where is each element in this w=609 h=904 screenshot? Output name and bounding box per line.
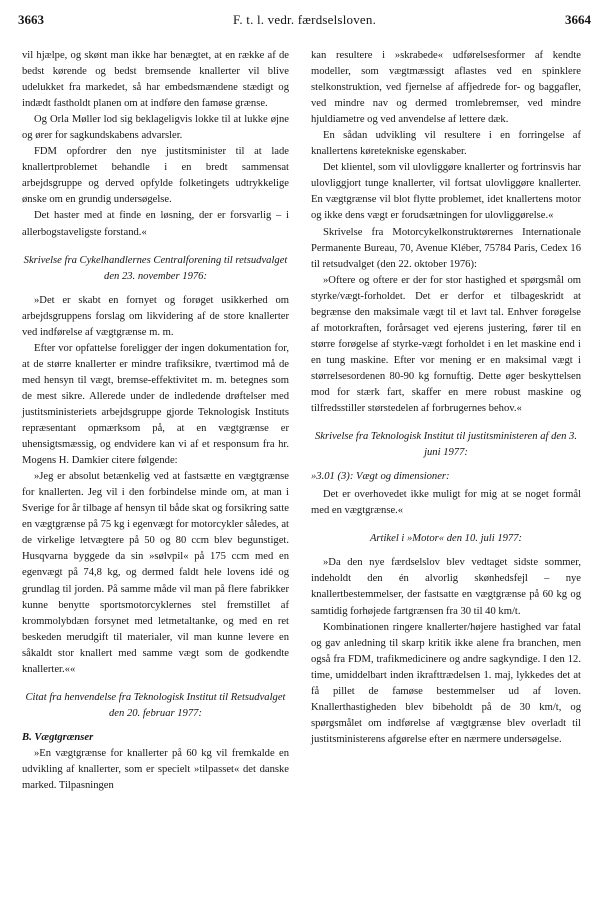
paragraph: vil hjælpe, og skønt man ikke har benægtet, at en række af de bedst kørende og bedst bremsende knallerter vil blive udelukket fra markedet, så har embedsmændene stædigt og indædt fastholdt planen om at indføre den famøse grænse. (22, 50, 289, 110)
paragraph: Skrivelse fra Motorcykelkonstruktørernes Internationale Permanente Bureau, 70, Avenue Kléber, 75784 Paris, Cedex 16 til retsudvalget (den 22. oktober 1976): (311, 226, 581, 270)
paragraph: Kombinationen ringere knallerter/højere hastighed var fatal og gav anledning til skarp kritik ikke alene fra branchen, men også fra FDM, trafikmedicinere og andre sagkyndige. I den 12. time, umiddelbart inden ikrafttrædelsen 1. maj, lykkedes det at få pillet de famøse bestemmelser ud af loven. Knallerthastigheden blev bibeholdt på de 30 km/t, og spørgsmålet om indførelse af vægtgrænse blev overladt til justitsministerens afgørelse efter en nærmere undersøgelse. (311, 621, 581, 745)
paragraph: Det klientel, som vil ulovliggøre knallerter og fortrinsvis har ulovliggjort tunge knallerter, vil fortsat ulovliggøre knallerter. En vægtgrænse vil blot flytte problemet, idet knallertens motor og ikke dens vægt er forudsætningen for ulovliggørelse.« (311, 162, 581, 222)
paragraph: »Det er skabt en fornyet og forøget usikkerhed om arbejdsgruppens forslag om likvidering af de store knallerter ved indførelse af vægtgrænse m. m. (22, 294, 289, 338)
paragraph: Efter vor opfattelse foreligger der ingen dokumentation for, at de større knallerter er mindre trafiksikre, tværtimod må de med hensyn til vægt, bremse-effektivitet m. m. betegnes som de mest sikre. Allerede under de indledende drøftelser med justitsministeriets arbejdsgruppe gjorde Teknologisk Instituts repræsentant opmærksom på, at en vægtgrænse er uhensigtsmæssig, og endvidere kan vi af et responsum fra hr. Mogens H. Damkier citere følgende: (22, 342, 289, 467)
subheading: B. Vægtgrænser (22, 731, 94, 743)
page-number-right: 3664 (565, 12, 591, 27)
paragraph: »Jeg er absolut betænkelig ved at fastsætte en vægtgrænse for knallerten. Jeg vil i den forbindelse minde om, at man i Sverige for år tilbage af hensyn til både skat og forsikring satte en vægtgrænse på 75 kg i egenvægt for motorcykler således, at de virkelige letvægtere på 50 og 80 ccm blev begunstiget. Husqvarna byggede da sin »sølvpil« på 175 ccm med en egenvægt på 74,8 kg, og dermed faldt hele lovens idé og grundlag til jorden. På samme måde vil man på flere fabrikker kunne benytte sportsmotorcyklernes stel fremstillet af krommolybdæn forsynet med letmetaltanke, og med en ret beskeden merudgift til materialer, vil man kunne levere en såkaldt stor knallert med samme vægt som de godkendte knallerter.«« (22, 471, 289, 675)
paragraph: »Da den nye færdselslov blev vedtaget sidste sommer, indeholdt den én alvorlig skønhedsfejl – nye knallertbestemmelser, der fastsatte en vægtgrænse på 60 kg og samtidig forhøjede fartgrænsen fra 30 til 40 km/t. (311, 557, 581, 617)
paragraph: En sådan udvikling vil resultere i en forringelse af knallertens køretekniske egenskaber. (311, 130, 581, 158)
right-column (311, 48, 581, 748)
subheading: »3.01 (3): Vægt og dimensioner: (311, 471, 450, 483)
paragraph: Og Orla Møller lod sig beklageligvis lokke til at lukke øjne og ører for sagkundskabens advarsler. (22, 114, 289, 142)
page-header (18, 12, 591, 34)
section-heading: Citat fra henvendelse fra Teknologisk Institut til Retsudvalget den 20. februar 1977: (25, 691, 286, 719)
section-heading: Artikel i »Motor« den 10. juli 1977: (369, 533, 523, 545)
section-heading: Skrivelse fra Teknologisk Institut til justitsministeren af den 3. juni 1977: (315, 431, 577, 459)
left-column (22, 48, 289, 794)
page-number-left: 3663 (18, 12, 44, 27)
paragraph: FDM opfordrer den nye justitsminister til at lade knallertproblemet behandle i en bredt sammensat arbejdsgruppe og derved opfylde folketingets udtrykkelige ønske om en grundig undersøgelse. (22, 146, 289, 206)
section-heading: Skrivelse fra Cykelhandlernes Centralforening til retsudvalget den 23. november 1976: (23, 254, 288, 282)
paragraph: Det er overhovedet ikke muligt for mig at se noget formål med en vægtgrænse.« (311, 489, 581, 517)
paragraph: »En vægtgrænse for knallerter på 60 kg vil fremkalde en udvikling af knallerter, som er specielt »tilpasset« det danske marked. Tilpasningen (22, 747, 289, 792)
running-title: F. t. l. vedr. færdselsloven. (232, 12, 377, 27)
paragraph: kan resultere i »skrabede« udførelsesformer af kendte modeller, som vægtmæssigt aflastes ved en spinklere stelkonstruktion, ved fjernelse af affjedrede for- og baggafler, ved mindre nav og dermed tromlebremser, ved mindre hjuldiametre og ved anvendelse af lettere dæk. (311, 50, 581, 126)
paragraph: Det haster med at finde en løsning, der er forsvarlig – i allerbogstaveligste forstand.« (22, 210, 289, 238)
paragraph: »Oftere og oftere er der for stor hastighed et spørgsmål om styrke/vægt-forholdet. Det er derfor et tilbageskridt at begrænse den maksimale vægt til et lavt tal. Enhver forøgelse af motorkraften, forårsaget ved ejerens justering, fører til en større forøgelse af styrke-vægt forholdet i en let maskine end i en tung maskine. Efter vor mening er en maksimal vægt i størrelsesordenen 80-90 kg fornuftig. Dette øger beskyttelsen mod for stærk fart, skaffer en mere robust maskine og tilfredsstiller størstedelen af forbrugernes behov.« (311, 274, 581, 415)
